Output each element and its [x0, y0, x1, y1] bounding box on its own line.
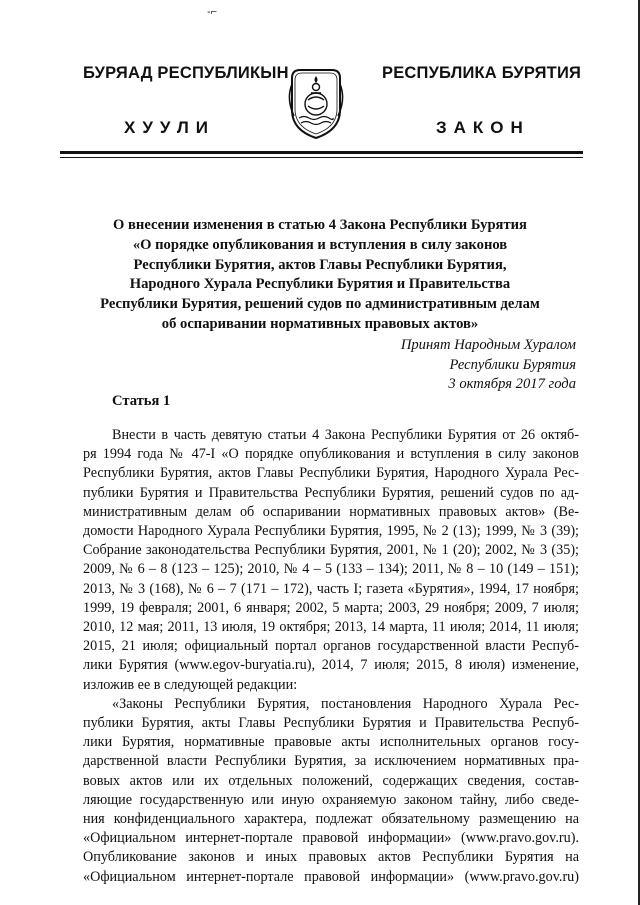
body-line: публики Бурятия, акты Главы Республики Бурятия и Правительства Респуб-: [83, 715, 579, 732]
header-divider-thin: [60, 157, 583, 158]
body-line: «Законы Республики Бурятия, постановления Народного Хурала Рес-: [112, 695, 579, 712]
body-line: домости Народного Хурала Республики Бурятия, 1995, № 2 (13); 1999, № 3 (39);: [83, 523, 579, 540]
body-line: Республики Бурятия, актов Главы Республики Бурятия, Народного Хурала Рес-: [83, 465, 579, 482]
body-line: «Официальном интернет-портале правовой информации» (www.pravo.gov.ru).: [83, 830, 579, 847]
body-line: ляющие государственную или иную охраняемую законом тайну, либо сведе-: [83, 791, 579, 808]
header-right-doctype: ЗАКОН: [436, 118, 530, 137]
law-title-line: О внесении изменения в статью 4 Закона Республики Бурятия: [113, 217, 527, 233]
header-left-title: БУРЯАД РЕСПУБЛИКЫН: [83, 64, 289, 82]
law-title: [70, 216, 570, 335]
body-line: «Официальном интернет-портале правовой информации» (www.pravo.gov.ru): [83, 868, 579, 885]
body-line: 2015, 21 июля; официальный портал органов государственной власти Респуб-: [83, 638, 579, 655]
body-line: 2013, № 3 (168), № 6 – 7 (171 – 172), часть I; газета «Бурятия», 1994, 17 ноября;: [83, 580, 579, 597]
body-line: лики Бурятия (www.egov-buryatia.ru), 2014, 7 июля; 2015, 8 июля) изменение,: [83, 657, 579, 674]
adoption-note-line: Принят Народным Хуралом: [400, 337, 576, 353]
header-right-title: РЕСПУБЛИКА БУРЯТИЯ: [382, 64, 582, 82]
article-heading: Статья 1: [112, 393, 171, 409]
body-line: дарственной власти Республики Бурятия, за исключением нормативных пра-: [83, 753, 579, 770]
header-left-doctype: ХУУЛИ: [124, 118, 215, 137]
body-line: Опубликование законов и иных правовых актов Республики Бурятия на: [83, 849, 579, 866]
body-line: 2010, 12 мая; 2011, 13 июля, 19 октября; 2013, 14 марта, 11 июля; 2014, 11 июля;: [83, 619, 579, 636]
adoption-note: [300, 336, 576, 395]
coat-of-arms-icon: [286, 64, 346, 140]
body-line: публики Бурятия и Правительства Республики Бурятия, решений судов по ад-: [83, 484, 579, 501]
law-title-line: Народного Хурала Республики Бурятия и Правительства: [129, 276, 511, 293]
body-line: 1999, 19 февраля; 2001, 6 января; 2002, 5 марта; 2003, 29 ноября; 2009, 7 июля;: [83, 599, 579, 616]
article-body: [83, 426, 579, 887]
body-line: ря 1994 года № 47-I «О порядке опубликования и вступления в силу законов: [83, 446, 579, 463]
adoption-note-line: 3 октября 2017 года: [448, 376, 576, 392]
adoption-note-line: Республики Бурятия: [449, 356, 576, 373]
body-line: ния конфиденциального характера, подлежат обязательному размещению на: [83, 811, 579, 828]
law-title-line: Республики Бурятия, решений судов по административным делам: [100, 296, 540, 313]
body-line: лики Бурятия, нормативные правовые акты исполнительных органов госу-: [83, 734, 579, 751]
body-line: 2009, № 6 – 8 (123 – 125); 2010, № 4 – 5 (133 – 134); 2011, № 8 – 10 (149 – 151);: [83, 561, 579, 578]
body-line: вовых актов или их отдельных положений, содержащих сведения, состав-: [83, 772, 579, 789]
law-title-line: об оспаривании нормативных правовых актов»: [161, 315, 479, 332]
header-divider-thick: [60, 151, 583, 154]
law-title-line: «О порядке опубликования и вступления в силу законов: [132, 236, 508, 253]
law-title-line: Республики Бурятия, актов Главы Республики Бурятия,: [133, 256, 507, 273]
body-line: Внести в часть девятую статьи 4 Закона Республики Бурятия от 26 октяб-: [112, 427, 579, 443]
body-line: Собрание законодательства Республики Бурятия, 2001, № 1 (20); 2002, № 3 (35);: [83, 542, 579, 559]
scan-artifact-mark: -⌐: [207, 6, 218, 18]
body-line: изложив ее в следующей редакции:: [83, 676, 298, 693]
body-line: министративным делам об оспаривании нормативных правовых актов» (Ве-: [83, 503, 579, 520]
